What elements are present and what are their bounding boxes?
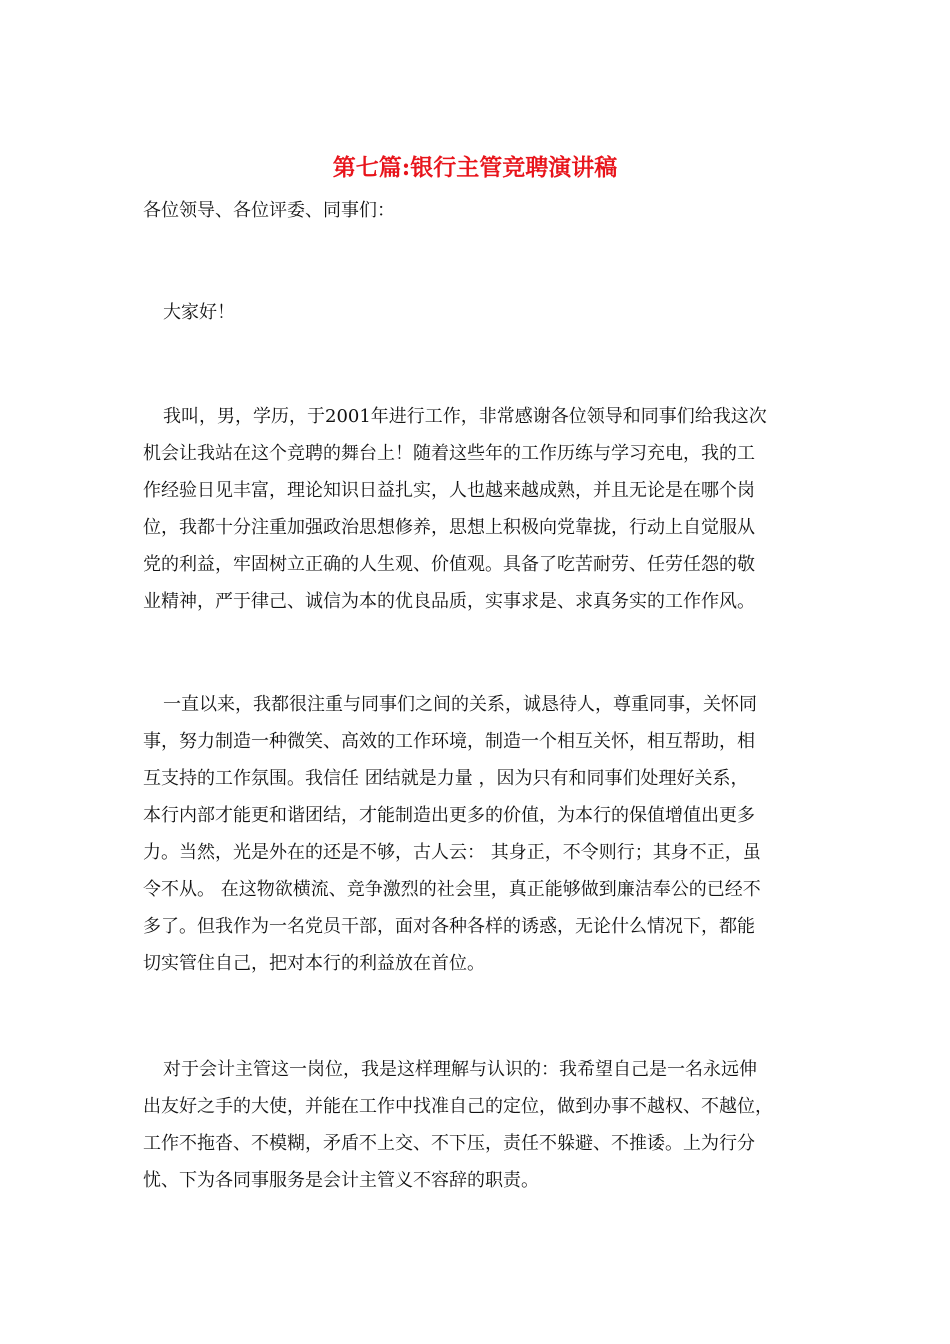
greeting: 大家好！ — [163, 302, 235, 323]
paragraph-line: 出友好之手的大使，并能在工作中找准自己的定位，做到办事不越权、不越位， — [143, 1096, 773, 1117]
paragraph-line: 对于会计主管这一岗位，我是这样理解与认识的：我希望自己是一名永远伸 — [163, 1059, 757, 1080]
paragraph-line: 忧、下为各同事服务是会计主管义不容辞的职责。 — [143, 1170, 539, 1191]
paragraph-line: 切实管住自己，把对本行的利益放在首位。 — [143, 953, 485, 974]
paragraph-line: 业精神，严于律己、诚信为本的优良品质，实事求是、求真务实的工作作风。 — [143, 591, 755, 612]
paragraph-line: 互支持的工作氛围。我信任 团结就是力量 ，因为只有和同事们处理好关系， — [143, 768, 749, 789]
paragraph-line: 作经验日见丰富，理论知识日益扎实，人也越来越成熟，并且无论是在哪个岗 — [143, 480, 755, 501]
paragraph-line: 工作不拖沓、不模糊，矛盾不上交、不下压，责任不躲避、不推诿。上为行分 — [143, 1133, 755, 1154]
paragraph-line: 事，努力制造一种微笑、高效的工作环境，制造一个相互关怀，相互帮助，相 — [143, 731, 755, 752]
paragraph-line: 一直以来，我都很注重与同事们之间的关系，诚恳待人，尊重同事，关怀同 — [163, 694, 757, 715]
paragraph-line: 位，我都十分注重加强政治思想修养，思想上积极向党靠拢，行动上自觉服从 — [143, 517, 755, 538]
paragraph-line: 力。当然，光是外在的还是不够，古人云： 其身正，不令则行；其身不正，虽 — [143, 842, 761, 863]
paragraph-line: 党的利益，牢固树立正确的人生观、价值观。具备了吃苦耐劳、任劳任怨的敬 — [143, 554, 755, 575]
salutation: 各位领导、各位评委、同事们： — [143, 200, 395, 221]
document-title: 第七篇:银行主管竞聘演讲稿 — [332, 154, 618, 181]
paragraph-line: 令不从。 在这物欲横流、竞争激烈的社会里，真正能够做到廉洁奉公的已经不 — [143, 879, 761, 900]
paragraph-line: 多了。但我作为一名党员干部，面对各种各样的诱惑，无论什么情况下，都能 — [143, 916, 755, 937]
paragraph-line: 本行内部才能更和谐团结，才能制造出更多的价值，为本行的保值增值出更多 — [143, 805, 755, 826]
paragraph-line: 我叫，男，学历，于2001年进行工作，非常感谢各位领导和同事们给我这次 — [163, 406, 767, 427]
paragraph-line: 机会让我站在这个竞聘的舞台上！随着这些年的工作历练与学习充电，我的工 — [143, 443, 755, 464]
